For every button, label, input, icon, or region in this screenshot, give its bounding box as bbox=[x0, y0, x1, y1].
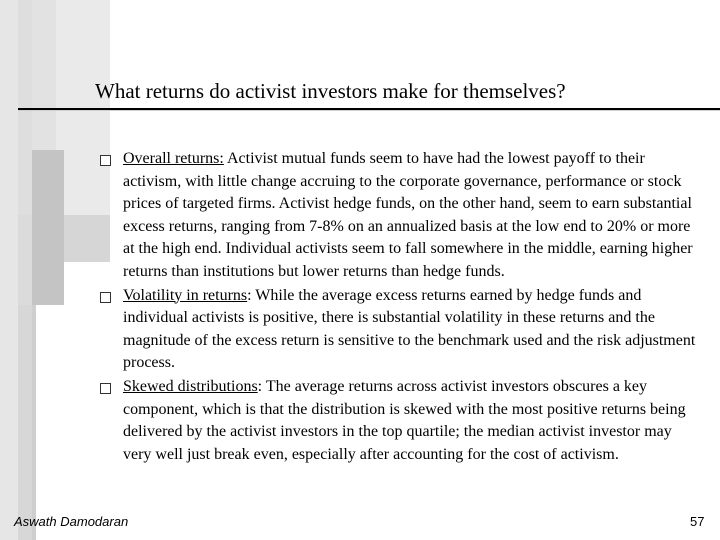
page-number: 57 bbox=[690, 514, 705, 529]
list-item bbox=[98, 376, 698, 466]
bullet-term: Skewed distributions bbox=[123, 377, 258, 395]
decor-bar-5 bbox=[32, 150, 64, 305]
title-rule-shadow bbox=[18, 110, 720, 111]
footer-author: Aswath Damodaran bbox=[14, 514, 129, 529]
list-item bbox=[98, 148, 698, 284]
bullet-term: Volatility in returns bbox=[123, 286, 248, 304]
square-bullet-icon bbox=[100, 155, 111, 166]
decor-bar-8 bbox=[18, 0, 32, 540]
square-bullet-icon bbox=[100, 383, 111, 394]
slide-title: What returns do activist investors make for themselves? bbox=[95, 79, 566, 103]
list-item bbox=[98, 285, 698, 375]
bullet-text: : While the average excess returns earned by hedge funds and individual activists is positive, there is substantial volatility in these returns and the magnitude of the excess return is sensitive to the benchmark used and the risk adjustment process. bbox=[123, 286, 696, 372]
decor-bar-1 bbox=[0, 0, 18, 540]
bullet-text: Activist mutual funds seem to have had the lowest payoff to their activism, with little change accruing to the corporate governance, performance or stock prices of targeted firms. Activist hedge funds, on the other hand, seem to earn substantial excess returns, ranging from 7-8% on an annualized basis at the low end to 20% or more at the high end. Individual activists seem to fall somewhere in the middle, earning higher returns than institutions but lower returns than hedge funds. bbox=[123, 150, 693, 280]
bullet-text: : The average returns across activist investors obscures a key component, which is that the distribution is skewed with the most positive returns being delivered by the activist investors in the top quartile; the median activist investor may very well just break even, especially after accounting for the cost of activism. bbox=[123, 377, 686, 463]
bullet-term: Overall returns: bbox=[123, 150, 224, 167]
bullet-list bbox=[98, 148, 698, 467]
square-bullet-icon bbox=[100, 292, 111, 303]
